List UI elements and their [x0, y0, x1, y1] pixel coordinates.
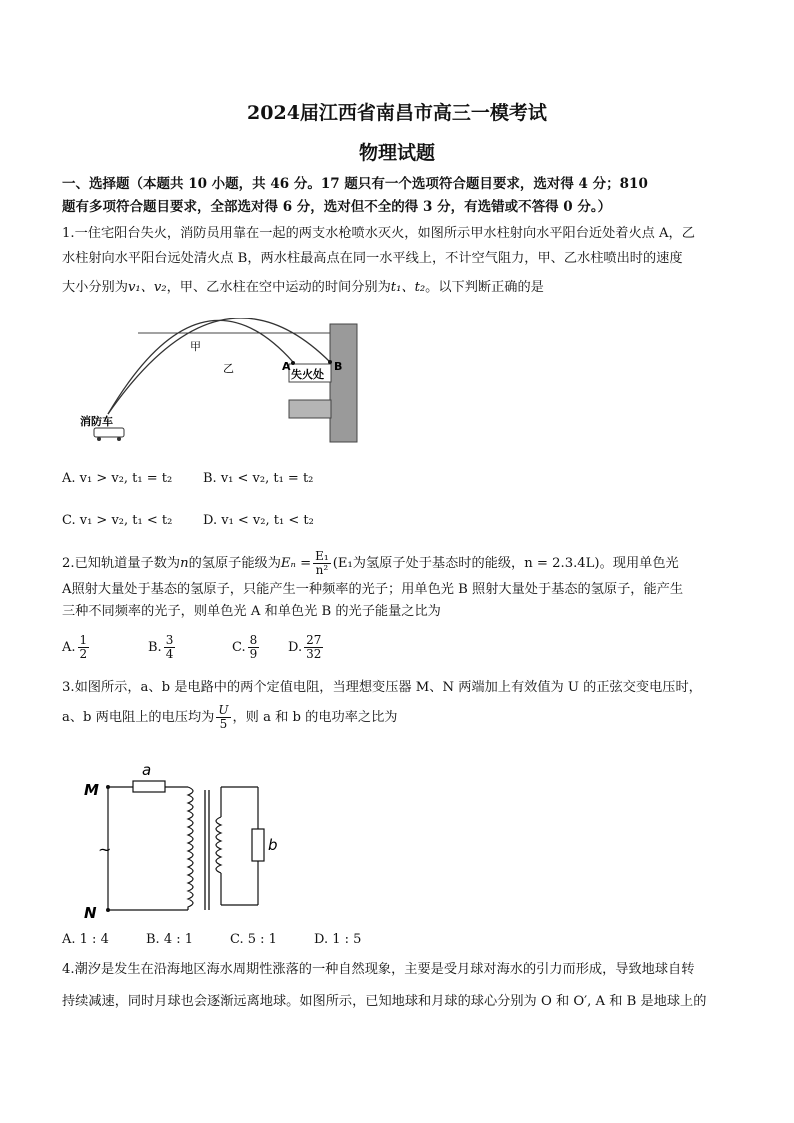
q2-line-2: A照射大量处于基态的氢原子，只能产生一种频率的光子；用单色光 B 照射大量处于基态的氢原子，能产生 — [62, 582, 684, 597]
section-line-1: 一、选择题（本题共 10 小题，共 46 分。17 题只有一个选项符合题目要求，选对得 4 分；810 — [62, 176, 648, 192]
jet-jia-trajectory — [108, 320, 293, 414]
fraction-denominator: 32 — [306, 647, 322, 661]
q2-n: n — [180, 556, 189, 571]
q1-velocities: v₁、v₂ — [127, 280, 167, 295]
q3-frac-num: U — [218, 703, 229, 717]
q2-option-label: B. — [148, 640, 162, 655]
building-wall — [330, 324, 357, 442]
q1-option-b[interactable]: B. v₁ < v₂, t₁ = t₂ — [203, 471, 314, 486]
q2-formula-fraction — [313, 550, 331, 577]
label-N: N — [84, 904, 97, 922]
question-2 — [62, 550, 734, 622]
q2-option-a[interactable] — [62, 634, 91, 661]
label-fire: 失火处 — [291, 368, 324, 381]
question-3 — [62, 678, 734, 731]
exam-subtitle: 物理试题 — [358, 142, 435, 164]
q2-option-fraction — [248, 634, 260, 661]
q3-frac-den: 5 — [219, 717, 228, 731]
q3-option-c[interactable]: C. 5 : 1 — [230, 932, 277, 947]
q3-option-b[interactable]: B. 4 : 1 — [146, 932, 194, 947]
fraction-numerator: 27 — [306, 633, 322, 647]
question-1 — [62, 224, 734, 298]
q1-line-3 — [62, 278, 734, 298]
q1-line-3a: 大小分别为 — [62, 280, 128, 295]
q1-option-c[interactable]: C. v₁ > v₂, t₁ < t₂ — [62, 513, 173, 528]
q1-times: t₁、t₂ — [390, 280, 426, 295]
question-4 — [62, 960, 734, 1012]
balcony-lower — [289, 400, 331, 418]
fire-truck — [94, 428, 124, 437]
q2-option-fraction — [304, 634, 323, 661]
q3-line-2a: a、b 两电阻上的电压均为 — [62, 710, 215, 725]
q3-line-2 — [62, 704, 734, 731]
q3-circuit-figure — [78, 755, 278, 925]
q1-line-3c: 。以下判断正确的是 — [425, 280, 544, 295]
label-b: b — [268, 836, 278, 854]
fraction-denominator: 4 — [165, 647, 174, 661]
label-ac-source: ~ — [98, 840, 112, 859]
label-A: A — [282, 360, 291, 373]
label-jia: 甲 — [190, 340, 201, 353]
q2-formula-lhs: Eₙ = — [280, 556, 312, 571]
q1-option-a[interactable]: A. v₁ > v₂, t₁ = t₂ — [62, 471, 173, 486]
q2-option-fraction — [78, 634, 90, 661]
q2-formula-den: n² — [315, 563, 329, 577]
fraction-numerator: 8 — [249, 633, 258, 647]
q2-line-1a: 2.已知轨道量子数为 — [62, 556, 181, 571]
q2-line-1b: 的氢原子能级为 — [188, 556, 281, 571]
resistor-a — [133, 781, 165, 792]
q2-option-label: A. — [62, 640, 76, 655]
fraction-numerator: 1 — [79, 633, 88, 647]
q1-line-1: 1.一住宅阳台失火，消防员用靠在一起的两支水枪喷水灭火，如图所示甲水柱射向水平阳台近处着火点 A，乙 — [62, 226, 695, 241]
q2-option-c[interactable] — [232, 634, 261, 661]
q2-line-1 — [62, 550, 734, 577]
q2-option-fraction — [164, 634, 176, 661]
q3-option-a[interactable]: A. 1 : 4 — [62, 932, 109, 947]
q1-line-3b: ，甲、乙水柱在空中运动的时间分别为 — [166, 280, 391, 295]
fraction-denominator: 9 — [249, 647, 258, 661]
exam-title: 2024届江西省南昌市高三一模考试 — [247, 102, 547, 124]
label-M: M — [84, 781, 99, 799]
q2-option-d[interactable] — [288, 634, 325, 661]
label-truck: 消防车 — [80, 415, 113, 428]
fraction-numerator: 3 — [165, 633, 174, 647]
q2-options — [62, 634, 362, 670]
section-instructions — [62, 174, 734, 217]
section-line-2: 题有多项符合题目要求，全部选对得 6 分，选对但不全的得 3 分，有选错或不答得 0 分。） — [62, 199, 612, 215]
label-yi: 乙 — [223, 362, 234, 375]
point-A — [291, 361, 295, 365]
q3-voltage-fraction — [216, 704, 230, 731]
resistor-b — [252, 829, 264, 861]
q2-option-label: C. — [232, 640, 246, 655]
q3-line-1: 3.如图所示，a、b 是电路中的两个定值电阻，当理想变压器 M、N 两端加上有效值为 U 的正弦交变电压时， — [62, 680, 702, 695]
q1-figure — [80, 318, 370, 448]
secondary-coil — [216, 817, 221, 873]
q1-option-d[interactable]: D. v₁ < v₂, t₁ < t₂ — [203, 513, 314, 528]
label-a: a — [142, 761, 152, 779]
q2-line-3: 三种不同频率的光子，则单色光 A 和单色光 B 的光子能量之比为 — [62, 604, 441, 619]
label-B: B — [334, 360, 343, 373]
q2-formula-num: E₁ — [315, 549, 329, 563]
primary-coil — [188, 787, 193, 910]
q2-option-b[interactable] — [148, 634, 177, 661]
q4-line-1: 4.潮汐是发生在沿海地区海水周期性涨落的一种自然现象，主要是受月球对海水的引力而形成，导致地球自转 — [62, 962, 695, 977]
q3-line-2b: ，则 a 和 b 的电功率之比为 — [232, 710, 398, 725]
q3-option-d[interactable]: D. 1 : 5 — [314, 932, 362, 947]
point-B — [328, 360, 332, 364]
q2-line-1c: (E₁为氢原子处于基态时的能级，n = 2.3.4L)。现用单色光 — [332, 556, 679, 571]
q4-line-2: 持续减速，同时月球也会逐渐远离地球。如图所示，已知地球和月球的球心分别为 O 和 O′, A 和 B 是地球上的 — [62, 994, 707, 1009]
fraction-denominator: 2 — [79, 647, 88, 661]
q1-line-2: 水柱射向水平阳台远处清火点 B，两水柱最高点在同一水平线上，不计空气阻力，甲、乙水柱喷出时的速度 — [62, 251, 683, 266]
q2-option-label: D. — [288, 640, 303, 655]
